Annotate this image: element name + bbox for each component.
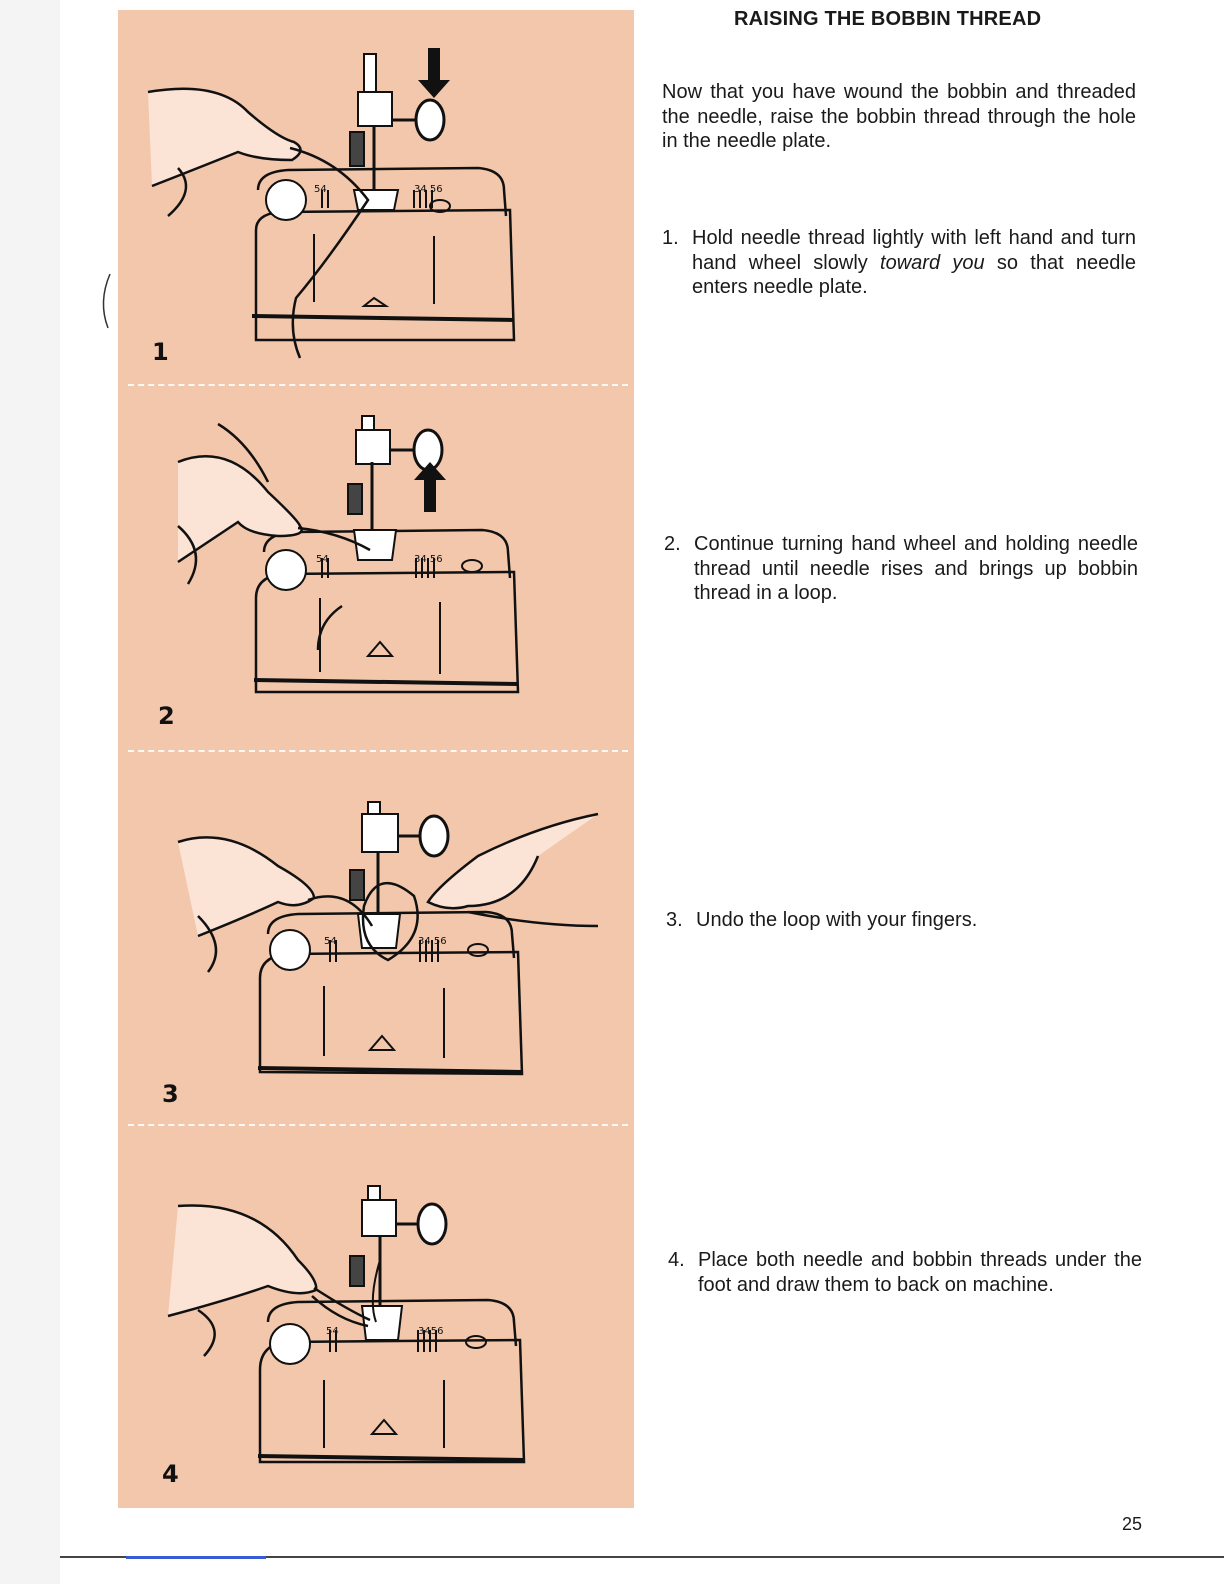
- step-text: Place both needle and bobbin threads under the foot and draw them to back on machine.: [698, 1249, 1142, 1296]
- step-2: [664, 532, 1138, 606]
- figure-divider: [128, 1124, 628, 1126]
- up-arrow-icon: [414, 462, 446, 512]
- step-1: [662, 226, 1136, 300]
- needle-plate-scale-label: 54: [314, 184, 327, 195]
- figure-3: [118, 786, 634, 1126]
- needle-plate-scale-label: 54: [316, 554, 329, 565]
- needle-plate-scale-label: 34 56: [414, 554, 443, 565]
- step-number: 1.: [662, 227, 679, 249]
- bottom-accent-rule: [126, 1556, 266, 1559]
- page-number: 25: [1122, 1514, 1143, 1534]
- down-arrow-icon: [418, 48, 450, 98]
- step-text: [662, 226, 1136, 300]
- figure-divider: [128, 384, 628, 386]
- step-text: Continue turning hand wheel and holding needle thread until needle rises and brings up bobbin thread in a loop.: [694, 533, 1138, 604]
- step-text: Undo the loop with your fingers.: [696, 909, 978, 931]
- figure-2: [118, 402, 634, 742]
- figure-label-2: 2: [158, 702, 175, 730]
- needle-plate-scale-label: 34 56: [418, 936, 447, 947]
- step-number: 4.: [668, 1249, 685, 1271]
- figure-label-1: 1: [152, 338, 169, 366]
- step-number: 3.: [666, 909, 683, 931]
- step-text-emphasis: toward you: [880, 251, 985, 274]
- figure-divider: [128, 750, 628, 752]
- step-text-part: so that needle enters needle plate.: [692, 251, 1136, 298]
- needle-plate-scale-label: 54: [324, 936, 337, 947]
- step-number: 2.: [664, 533, 681, 555]
- figure-label-3: 3: [162, 1080, 179, 1108]
- page-title: RAISING THE BOBBIN THREAD: [734, 8, 1042, 30]
- needle-plate-scale-label: 54: [326, 1326, 339, 1337]
- margin-bracket-mark: [96, 272, 116, 332]
- sewing-machine-figure-1: [118, 40, 634, 380]
- figure-label-4: 4: [162, 1460, 179, 1488]
- needle-plate-scale-label: 34 56: [414, 184, 443, 195]
- illustration-panel: [118, 10, 634, 1508]
- figure-4: [118, 1170, 634, 1500]
- sewing-machine-figure-4: [118, 1170, 634, 1500]
- sewing-machine-figure-2: [118, 402, 634, 742]
- intro-paragraph: Now that you have wound the bobbin and threaded the needle, raise the bobbin thread through the hole in the needle plate.: [662, 81, 1136, 152]
- sewing-machine-figure-3: [118, 786, 634, 1126]
- scan-edge: [0, 0, 60, 1584]
- figure-1: [118, 40, 634, 380]
- step-4: [668, 1248, 1142, 1297]
- step-text-part: Hold needle thread lightly with left hand and turn hand wheel slowly: [692, 227, 1136, 274]
- step-3: [666, 908, 1140, 933]
- needle-plate-scale-label: 3456: [418, 1326, 444, 1337]
